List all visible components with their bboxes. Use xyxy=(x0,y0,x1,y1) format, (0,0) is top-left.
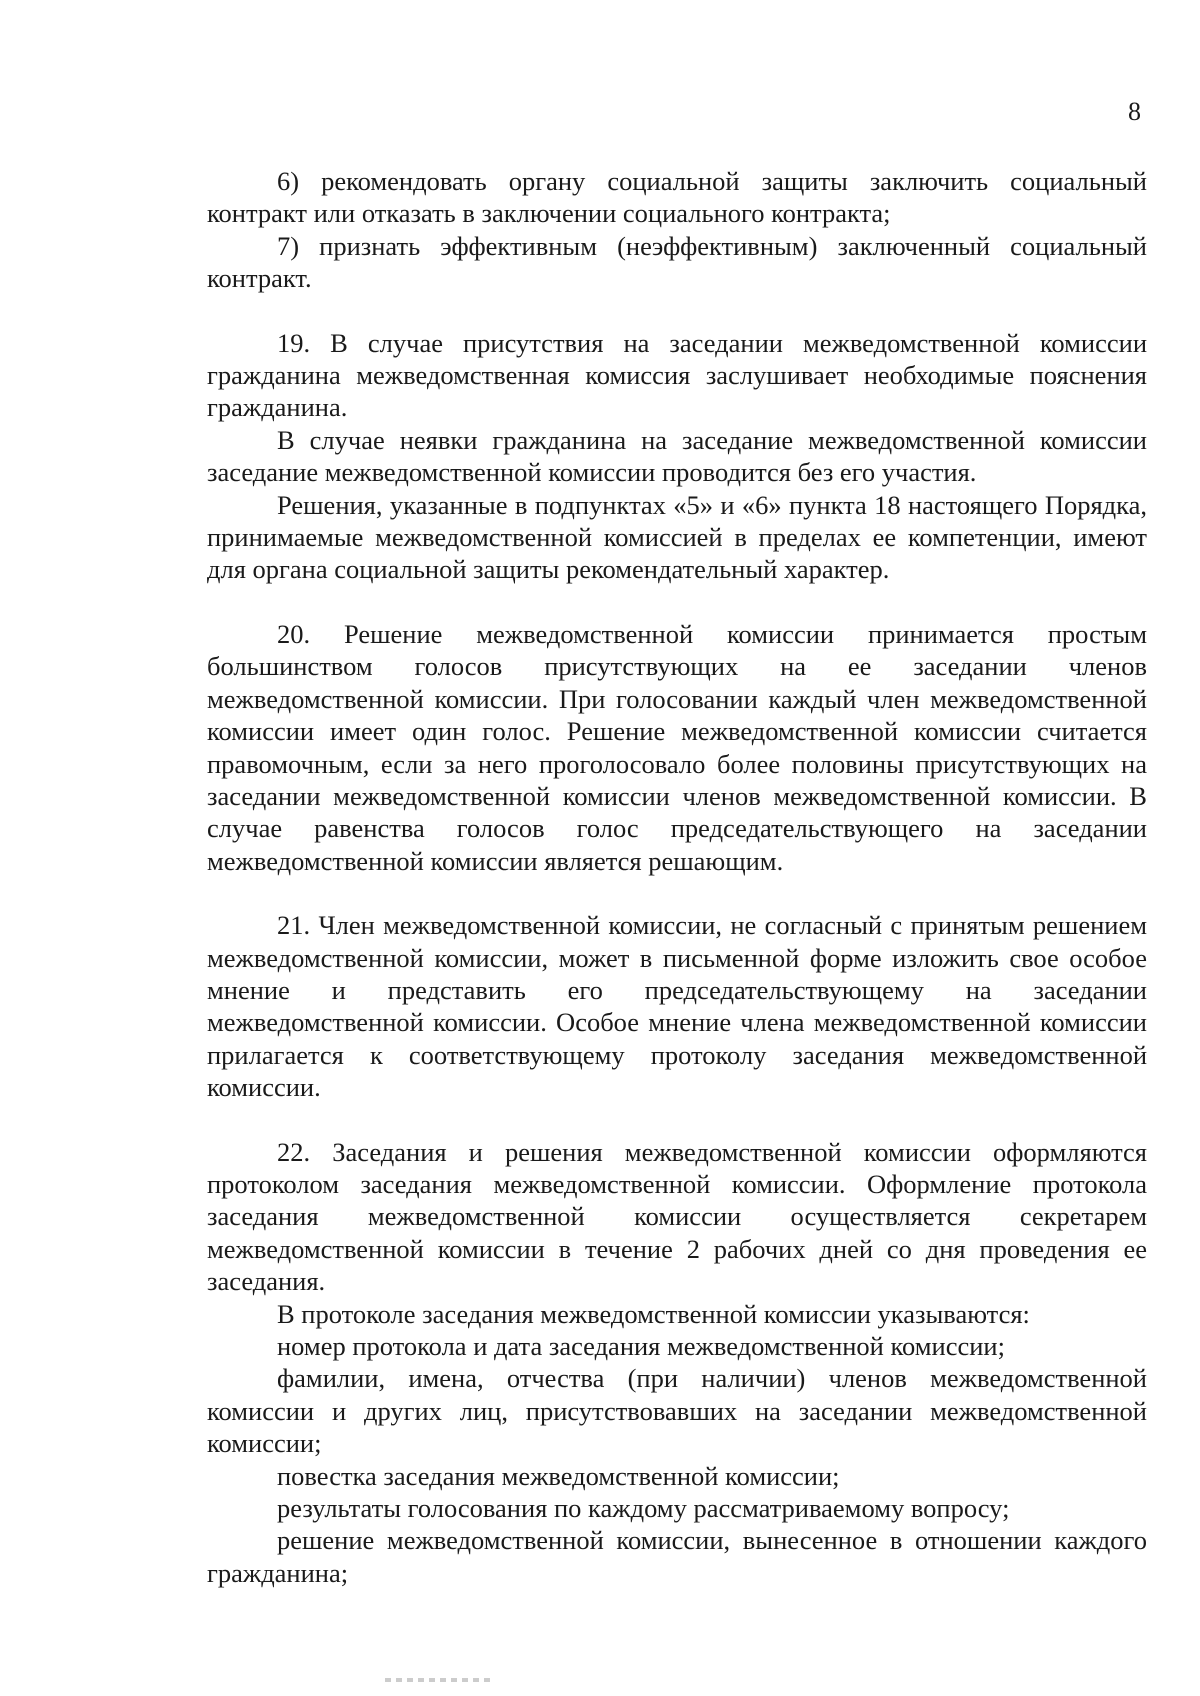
scan-artifact xyxy=(385,1678,495,1682)
paragraph: 6) рекомендовать органу социальной защиты заключить социальный контракт или отказать в заключении социального контракта; xyxy=(207,166,1147,229)
paragraph: номер протокола и дата заседания межведомственной комиссии; xyxy=(277,1331,1005,1361)
paragraph: Решения, указанные в подпунктах «5» и «6» пункта 18 настоящего Порядка, принимаемые межведомственной комиссией в пределах ее компетенции, имеют для органа социальной защиты рекомендательный характер. xyxy=(207,489,1147,585)
paragraph: 20. Решение межведомственной комиссии принимается простым большинством голосов присутствующих на ее заседании членов межведомственной комиссии. При голосовании каждый член межведомственной комиссии имеет один голос. Решение межведомственной комиссии считается правомочным, если за него проголосовало более половины присутствующих на заседании межведомственной комиссии членов межведомственной комиссии. В случае равенства голосов голос председательствующего на заседании межведомственной комиссии является решающим. xyxy=(207,618,1147,876)
section-block xyxy=(207,909,1147,1103)
paragraph-spacer xyxy=(207,877,1147,909)
document-body xyxy=(207,165,1147,1589)
paragraph: В протоколе заседания межведомственной комиссии указываются: xyxy=(277,1298,1030,1329)
paragraph: 21. Член межведомственной комиссии, не согласный с принятым решением межведомственной комиссии, может в письменной форме изложить свое особое мнение и представить его председательствующему на заседании межведомственной комиссии. Особое мнение члена межведомственной комиссии прилагается к соответствующему протоколу заседания межведомственной комиссии. xyxy=(207,910,1147,1103)
paragraph: фамилии, имена, отчества (при наличии) членов межведомственной комиссии и других лиц, присутствовавших на заседании межведомственной комиссии; xyxy=(207,1363,1147,1459)
paragraph-spacer xyxy=(207,1104,1147,1136)
section-block xyxy=(207,165,1147,295)
section-block xyxy=(207,327,1147,586)
paragraph: результаты голосования по каждому рассматриваемому вопросу; xyxy=(277,1493,1010,1524)
page-number: 8 xyxy=(1128,97,1141,126)
paragraph: 7) признать эффективным (неэффективным) заключенный социальный контракт. xyxy=(207,230,1147,294)
paragraph-spacer xyxy=(207,295,1147,327)
paragraph: решение межведомственной комиссии, вынесенное в отношении каждого гражданина; xyxy=(207,1525,1147,1588)
section-block xyxy=(207,618,1147,877)
paragraph-spacer xyxy=(207,586,1147,618)
paragraph: повестка заседания межведомственной комиссии; xyxy=(277,1460,840,1491)
section-block xyxy=(207,1136,1147,1590)
paragraph: 19. В случае присутствия на заседании межведомственной комиссии гражданина межведомственная комиссия заслушивает необходимые пояснения гражданина. xyxy=(207,327,1147,423)
paragraph: 22. Заседания и решения межведомственной комиссии оформляются протоколом заседания межведомственной комиссии. Оформление протокола заседания межведомственной комиссии осуществляется секретарем межведомственной комиссии в течение 2 рабочих дней со дня проведения ее заседания. xyxy=(207,1136,1147,1297)
paragraph: В случае неявки гражданина на заседание межведомственной комиссии заседание межведомственной комиссии проводится без его участия. xyxy=(207,424,1147,488)
